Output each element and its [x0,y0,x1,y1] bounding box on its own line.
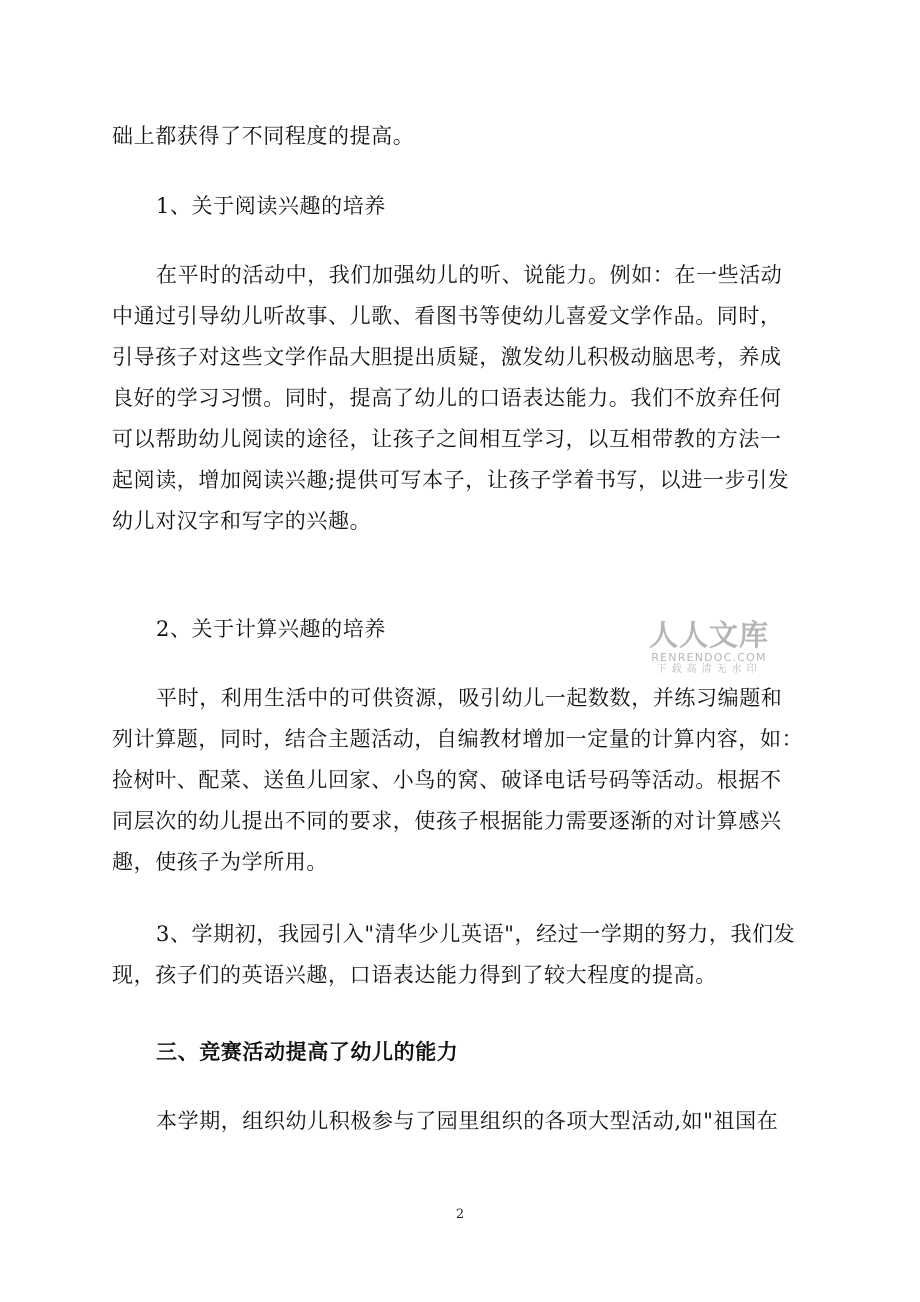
text-line: 趣，使孩子为学所用。 [112,850,328,874]
heading-reading-interest [112,186,856,227]
paragraph-calculation [112,678,812,883]
heading-text: 1、关于阅读兴趣的培养 [156,194,386,218]
text-line: 良好的学习习惯。同时，提高了幼儿的口语表达能力。我们不放弃任何 [112,386,782,410]
text-line: 础上都获得了不同程度的提高。 [112,124,415,148]
section-heading-text: 三、竞赛活动提高了幼儿的能力 [156,1039,459,1064]
text-line: 现，孩子们的英语兴趣，口语表达能力得到了较大程度的提高。 [112,963,717,987]
text-line: 起阅读，增加阅读兴趣;提供可写本子，让孩子学着书写，以进一步引发 [112,468,790,492]
text-line: 在平时的活动中，我们加强幼儿的听、说能力。例如：在一些活动 [156,263,783,287]
text-line: 引导孩子对这些文学作品大胆提出质疑，激发幼儿积极动脑思考，养成 [112,345,782,369]
watermark-domain: RENRENDOC.COM [651,651,767,664]
text-line: 可以帮助幼儿阅读的途径，让孩子之间相互学习，以互相带教的方法一 [112,427,782,451]
text-line: 中通过引导幼儿听故事、儿歌、看图书等使幼儿喜爱文学作品。同时， [112,304,782,328]
text-line: 同层次的幼儿提出不同的要求，使孩子根据能力需要逐渐的对计算感兴 [112,809,782,833]
text-line: 捡树叶、配菜、送鱼儿回家、小鸟的窝、破译电话号码等活动。根据不 [112,768,782,792]
heading-calculation-interest [112,609,856,650]
paragraph-competition [112,1101,812,1142]
text-line: 3、学期初，我园引入"清华少儿英语"，经过一学期的努力，我们发 [156,922,796,946]
watermark-title: 人人文库 [648,618,769,652]
text-line: 本学期，组织幼儿积极参与了园里组织的各项大型活动,如"祖国在 [156,1109,779,1133]
watermark-subtitle: 下载高清无水印 [656,664,762,675]
text-line: 平时，利用生活中的可供资源，吸引幼儿一起数数，并练习编题和 [156,686,783,710]
text-line: 幼儿对汉字和写字的兴趣。 [112,509,372,533]
section-heading-competition [112,1031,856,1072]
heading-text: 2、关于计算兴趣的培养 [156,617,386,641]
paragraph-reading [112,255,812,542]
text-line: 列计算题，同时，结合主题活动，自编教材增加一定量的计算内容，如： [112,727,804,751]
paragraph-continuation [112,116,812,157]
paragraph-english [112,914,812,996]
page-number: 2 [455,1207,465,1222]
